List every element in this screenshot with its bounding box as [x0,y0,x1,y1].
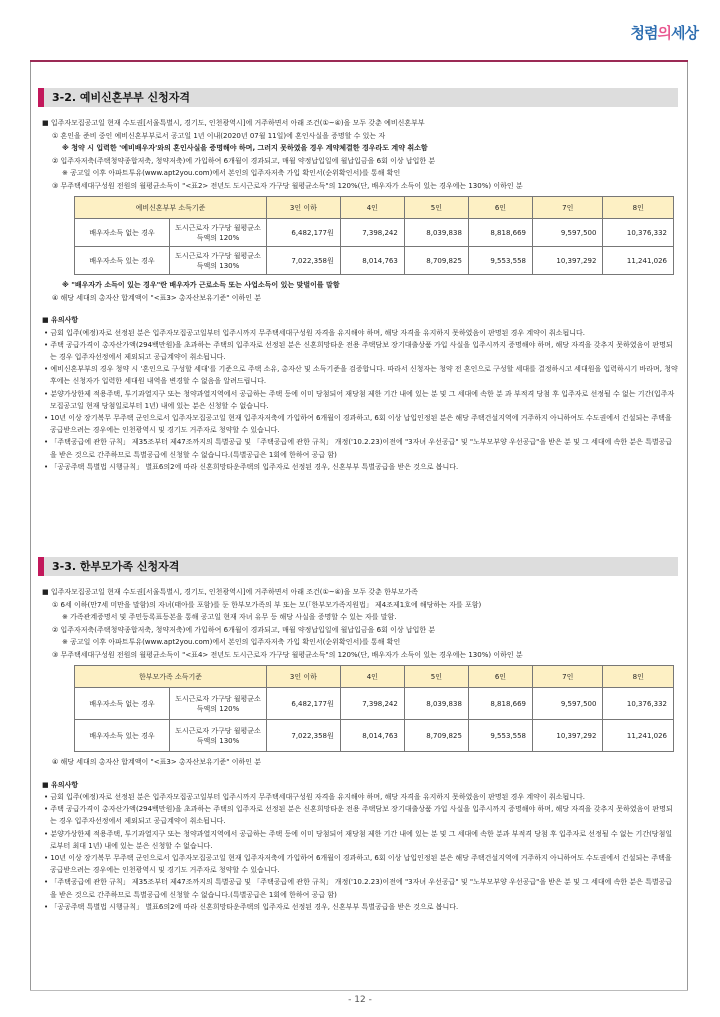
header-cell: 5인 [404,197,468,219]
note-item: • 금회 입주(예정)자로 선정된 분은 입주자모집공고일부터 입주시까지 무주택세대구성원 자격을 유지해야 하며, 해당 자격을 유지하지 못하였음이 판명된 경우 계약이 취소됩니다. [44,328,585,337]
header-cell: 3인 이하 [267,197,341,219]
note-item: • 「주택공급에 관한 규칙」 제35조부터 제47조까지의 특별공급 및 「주택공급에 관한 규칙」 개정('10.2.23)이전에 "3자녀 우선공급" 및 "노부모부양 우선공급"을 받은 분 및 그 세대에 속한 분은 특별공급을 받은 것으로 간주하므로 특별공급에 신청할 수 없습니다.(특별공급은 1회에 한하여 공급 함) [44,438,673,459]
section-prenewlywed [38,88,678,473]
header-cell: 5인 [404,666,468,688]
intro: ■ 입주자모집공고일 현재 수도권[서울특별시, 경기도, 인천광역시]에 거주하면서 아래 조건(①~④)을 모두 갖춘 한부모가족 [42,588,418,596]
note-item: • 「주택공급에 관한 규칙」 제35조부터 제47조까지의 특별공급 및 「주택공급에 관한 규칙」 개정('10.2.23)이전에 "3자녀 우선공급" 및 "노부모부양 우선공급"을 받은 분 및 그 세대에 속한 분은 특별공급을 받은 것으로 간주하므로 특별공급에 신청할 수 없습니다.(특별공급은 1회에 한하여 공급 함) [44,878,673,899]
intro: ■ 입주자모집공고일 현재 수도권[서울특별시, 경기도, 인천광역시]에 거주하면서 아래 조건(①~④)을 모두 갖춘 예비신혼부부 [42,119,425,127]
logo: 청렴의세상 [630,24,698,42]
notes-title: ■ 유의사항 [42,780,79,789]
page-number: - 12 - [348,995,372,1005]
cond-4: ④ 해당 세대의 총자산 합계액이 "<표3> 총자산보유기준" 이하인 분 [52,758,261,766]
cond-2: ② 입주자저축(주택청약종합저축, 청약저축)에 가입하여 6개월이 경과되고, 매월 약정납입일에 월납입금을 6회 이상 납입한 분 [52,156,436,165]
cond-3: ③ 무주택세대구성원 전원의 월평균소득이 "<표4> 전년도 도시근로자 가구당 월평균소득"의 120%(단, 배우자가 소득이 있는 경우에는 130%) 이하인 분 [52,650,523,659]
bottom-rule [30,990,688,991]
section-title: 3-3. 한부모가족 신청자격 [38,557,678,576]
cond-2: ② 입주자저축(주택청약종합저축, 청약저축)에 가입하여 6개월이 경과되고, 매월 약정납입일에 월납입금을 6회 이상 납입한 분 [52,625,436,634]
cond-1-note: ※ 가족관계증명서 및 주민등록표등본을 통해 공고일 현재 자녀 유무 등 해당 사실을 증명할 수 있는 자를 말함. [62,613,397,621]
income-table [74,665,674,752]
table-row: 배우자소득 없는 경우 도시근로자 가구당 월평균소득액의 120% 6,482,177원 7,398,242 8,039,838 8,818,669 9,597,500 10,376,332 [75,219,674,247]
header-cell: 4인 [340,197,404,219]
header-cell: 예비신혼부부 소득기준 [75,197,267,219]
header-cell: 4인 [340,666,404,688]
note-item: • 예비신혼부부의 경우 청약 시 '혼인으로 구성할 세대'를 기준으로 주택 소유, 총자산 및 소득기준을 검증합니다. 따라서 신청자는 청약 전 혼인으로 구성할 세대를 결정하시고 세대원을 입력하시기 바라며, 청약 후에는 신청자가 입력한 세대원 내역을 변경할 수 없음을 알려드립니다. [44,365,678,386]
header-cell: 8인 [603,197,674,219]
cond-2-note: ※ 공고일 이후 아파트투유(www.apt2you.com)에서 본인의 입주자저축 가입 확인서(순위확인서)를 통해 확인 [62,638,401,646]
cond-1-note: ※ 청약 시 입력한 '예비배우자'와의 혼인사실을 증명해야 하며, 그러지 못하였을 경우 계약체결한 경우라도 계약 취소함 [62,144,428,152]
note-item: • 주택 공급가격이 총자산가액(294백만원)을 초과하는 주택의 입주자로 선정된 분은 신혼희망타운 전용 주택담보 장기대출상품 가입 사실을 입주시까지 증명해야 하며, 해당 자격을 갖추지 못하였음이 판명되는 경우 입주자선정에서 제외되고 공급계약이 취소됩니다. [44,340,673,361]
note-item: • 「공공주택 특별법 시행규칙」 별표6의2에 따라 신혼희망타운주택의 입주자로 선정된 경우, 신혼부부 특별공급을 받은 것으로 봅니다. [44,902,459,911]
cond-1: ① 혼인을 준비 중인 예비신혼부부로서 공고일 1년 이내(2020년 07월 11일)에 혼인사실을 증명할 수 있는 자 [52,131,386,140]
table-row: 배우자소득 있는 경우 도시근로자 가구당 월평균소득액의 130% 7,022,358원 8,014,763 8,709,825 9,553,558 10,397,292 11,241,026 [75,720,674,752]
header-cell: 7인 [533,666,603,688]
cond-1: ① 6세 이하(만7세 미만을 말함)의 자녀(태아를 포함)를 둔 한부모가족의 부 또는 모(「한부모가족지원법」 제4조제1호에 해당하는 자를 포함) [52,600,482,609]
header-cell: 3인 이하 [267,666,341,688]
header-cell: 8인 [603,666,674,688]
header-cell: 7인 [533,197,603,219]
header-cell: 6인 [468,666,532,688]
header-cell: 한부모가족 소득기준 [75,666,267,688]
section-title: 3-2. 예비신혼부부 신청자격 [38,88,678,107]
table-row: 배우자소득 없는 경우 도시근로자 가구당 월평균소득액의 120% 6,482,177원 7,398,242 8,039,838 8,818,669 9,597,500 10,376,332 [75,688,674,720]
cond-2-note: ※ 공고일 이후 아파트투유(www.apt2you.com)에서 본인의 입주자저축 가입 확인서(순위확인서)를 통해 확인 [62,169,401,177]
section-single-parent [38,557,678,913]
note-item: • 금회 입주(예정)자로 선정된 분은 입주자모집공고일부터 입주시까지 무주택세대구성원 자격을 유지해야 하며, 해당 자격을 유지하지 못하였음이 판명된 경우 계약이 취소됩니다. [44,793,585,801]
note-item: • 분양가상한제 적용주택, 투기과열지구 또는 청약과열지역에서 공급하는 주택 등에 이미 당첨되어 재당첨 제한 기간 내에 있는 분 및 그 세대에 속한 분 과 부적격 당첨 후 입주자로 선정될 수 없는 기간(입주자모집공고일 현재 당첨일로부터 1년) 내에 있는 분은 신청할 수 없습니다. [44,389,675,410]
cond-3: ③ 무주택세대구성원 전원의 월평균소득이 "<표2> 전년도 도시근로자 가구당 월평균소득"의 120%(단, 배우자가 소득이 있는 경우에는 130%) 이하인 분 [52,181,523,190]
cond-4: ④ 해당 세대의 총자산 합계액이 "<표3> 총자산보유기준" 이하인 분 [52,293,261,302]
note-item: • 10년 이상 장기복무 무주택 군인으로서 입주자모집공고일 현재 입주자저축에 가입하여 6개월이 경과하고, 6회 이상 납입인정된 분은 해당 주택건설지역에 거주하지 아니하여도 수도권에서 건설되는 주택을 공급받으려는 경우에는 인천광역시 및 경기도 거주자로 청약할 수 있습니다. [44,413,672,435]
header-cell: 6인 [468,197,532,219]
note-item: • 「공공주택 특별법 시행규칙」 별표6의2에 따라 신혼희망타운주택의 입주자로 선정된 경우, 신혼부부 특별공급을 받은 것으로 봅니다. [44,462,459,471]
note-item: • 분양가상한제 적용주택, 투기과열지구 또는 청약과열지역에서 공급하는 주택 등에 이미 당첨되어 재당첨 제한 기간 내에 있는 분 및 그 세대에 속한 분과 부적격 당첨 후 입주자로 선정될 수 없는 기간(당첨일로부터 최대 1년) 내에 있는 분은 신청할 수 없습니다. [44,829,673,850]
notes-title: ■ 유의사항 [42,316,79,324]
notes-list [38,791,678,913]
spouse-income-note: ※ "배우자가 소득이 있는 경우"란 배우자가 근로소득 또는 사업소득이 있는 맞벌이를 말함 [62,281,340,289]
notes-list [38,327,678,473]
note-item: • 주택 공급가격이 총자산가액(294백만원)을 초과하는 주택의 입주자로 선정된 분은 신혼희망타운 전용 주택담보 장기대출상품 가입 사실을 입주시까지 증명해야 하며, 해당 자격을 갖추지 못하였음이 판명되는 경우 입주자선정에서 제외되고 공급계약이 취소됩니다. [44,805,673,826]
income-table [74,196,674,275]
table-row: 배우자소득 있는 경우 도시근로자 가구당 월평균소득액의 130% 7,022,358원 8,014,763 8,709,825 9,553,558 10,397,292 11,241,026 [75,247,674,275]
note-item: • 10년 이상 장기복무 무주택 군인으로서 입주자모집공고일 현재 입주자저축에 가입하여 6개월이 경과하고, 6회 이상 납입인정된 분은 해당 주택건설지역에 거주하지 아니하여도 수도권에서 건설되는 주택을 공급받으려는 경우에는 인천광역시 및 경기도 거주자로 청약할 수 있습니다. [44,854,672,875]
